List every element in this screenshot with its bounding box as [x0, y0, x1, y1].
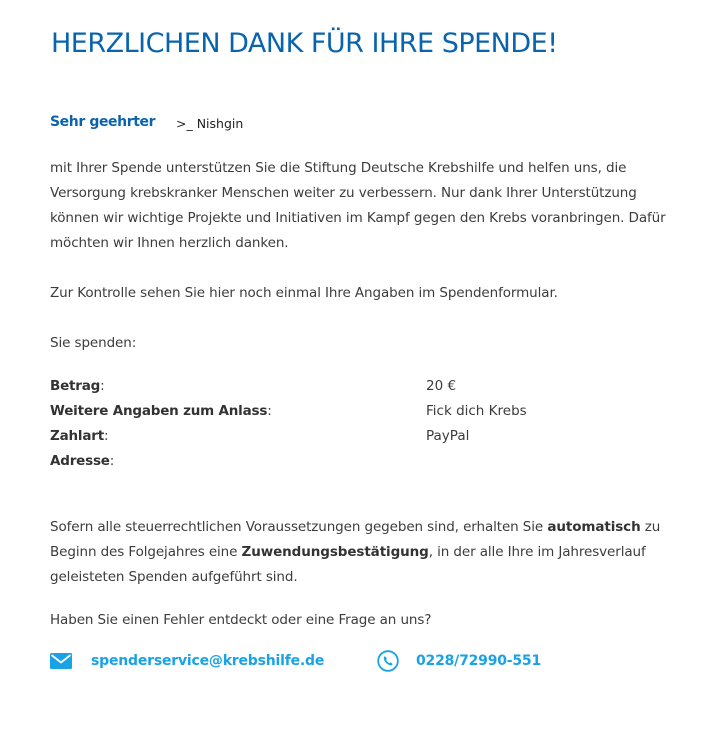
page-title: HERZLICHEN DANK FÜR IHRE SPENDE! — [51, 28, 558, 59]
tax-note: Sofern alle steuerrechtlichen Voraussetzungen gegeben sind, erhalten Sie automatisch zu Beginn des Folgejahres eine Zuwendungsbestätigung, in der alle Ihre im Jahresverlauf geleisteten Spenden aufgeführt sind. — [50, 519, 661, 585]
email-address[interactable]: spenderservice@krebshilfe.de — [91, 653, 325, 669]
tax-note-automatic: automatisch — [547, 519, 641, 535]
detail-value: Fick dich Krebs — [426, 403, 527, 419]
detail-label: Betrag: — [50, 378, 105, 394]
phone-link[interactable] — [377, 647, 541, 675]
salutation-lead: Sehr geehrter — [50, 114, 156, 130]
donation-details — [50, 374, 670, 474]
detail-label: Adresse: — [50, 453, 115, 469]
envelope-icon — [50, 650, 72, 672]
you-donate-label: Sie spenden: — [50, 335, 137, 351]
detail-row-payment — [50, 424, 670, 449]
detail-row-address — [50, 449, 670, 474]
detail-value: 20 € — [426, 378, 457, 394]
detail-value: PayPal — [426, 428, 470, 444]
phone-number[interactable]: 0228/72990-551 — [416, 653, 542, 669]
recipient-name: >_ Nishgin — [176, 116, 244, 131]
email-link[interactable] — [50, 647, 324, 675]
control-note: Zur Kontrolle sehen Sie hier noch einmal Ihre Angaben im Spendenformular. — [50, 285, 558, 301]
tax-note-receipt: Zuwendungsbestätigung — [241, 544, 429, 560]
question-text: Haben Sie einen Fehler entdeckt oder eine Frage an uns? — [50, 612, 432, 628]
detail-label: Weitere Angaben zum Anlass: — [50, 403, 272, 419]
detail-label: Zahlart: — [50, 428, 109, 444]
intro-text: mit Ihrer Spende unterstützen Sie die Stiftung Deutsche Krebshilfe und helfen uns, die Versorgung krebskranker Menschen weiter zu verbessern. Nur dank Ihrer Unterstützung können wir wichtige Projekte und Initiativen im Kampf gegen den Krebs voranbringen. Dafür möchten wir Ihnen herzlich danken. — [50, 160, 666, 251]
salutation — [50, 114, 244, 131]
detail-row-occasion — [50, 399, 670, 424]
phone-icon — [377, 650, 399, 672]
detail-row-amount — [50, 374, 670, 399]
